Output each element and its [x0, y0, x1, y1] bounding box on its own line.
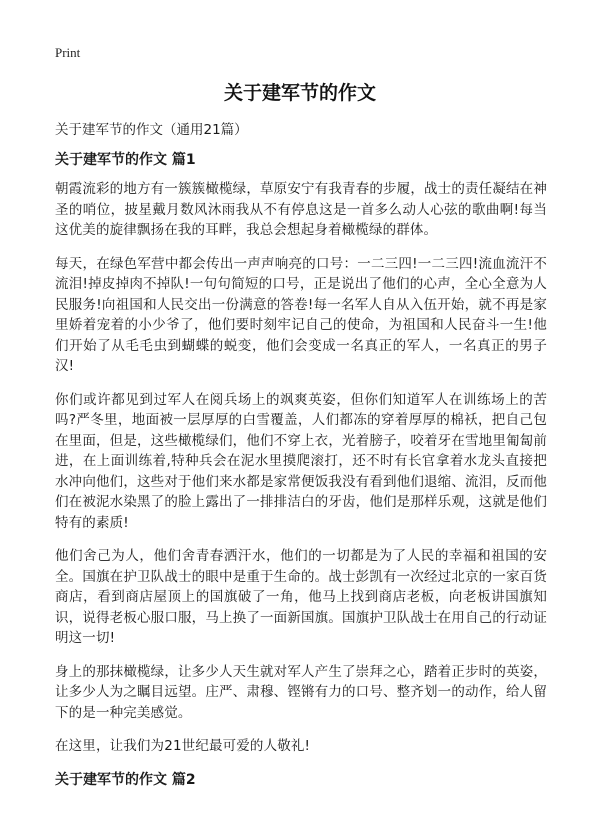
section-heading-2: 关于建军节的作文 篇2	[55, 771, 196, 788]
paragraph: 朝霞流彩的地方有一簇簇橄榄绿，草原安宁有我青春的步履，战士的责任凝结在神圣的哨位，披星戴月数风沐雨我从不有停息这是一首多么动人心弦的歌曲啊!每当这优美的旋律飘扬在我的耳畔，我总会想起身着橄榄绿的群体。	[55, 181, 547, 238]
print-link[interactable]: Print	[55, 45, 81, 60]
document-body	[55, 120, 547, 799]
paragraph: 在这里，让我们为21世纪最可爱的人敬礼!	[55, 738, 311, 754]
page-title: 关于建军节的作文	[223, 82, 376, 104]
section-heading-1: 关于建军节的作文 篇1	[55, 152, 196, 168]
paragraph: 他们舍己为人，他们舍青春洒汗水，他们的一切都是为了人民的幸福和祖国的安全。国旗在护卫队战士的眼中是重于生命的。战士彭凯有一次经过北京的一家百货商店，看到商店屋顶上的国旗破了一角，他马上找到商店老板，向老板讲国旗知识，说得老板心服口服，马上换了一面新国旗。国旗护卫队战士在用自己的行动证明这一切!	[55, 548, 547, 646]
document-subtitle: 关于建军节的作文（通用21篇）	[55, 122, 248, 138]
paragraph: 身上的那抹橄榄绿，让多少人天生就对军人产生了崇拜之心，踏着正步时的英姿，让多少人为之瞩目远望。庄严、肃穆、铿锵有力的口号、整齐划一的动作，给人留下的是一种完美感觉。	[55, 663, 547, 721]
paragraph: 你们或许都见到过军人在阅兵场上的飒爽英姿，但你们知道军人在训练场上的苦吗?严冬里，地面被一层厚厚的白雪覆盖，人们都冻的穿着厚厚的棉袄，把自己包在里面，但是，这些橄榄绿们，他们不穿上衣，光着膀子，咬着牙在雪地里匍匐前进，在上面训练着,特种兵会在泥水里摸爬滚打，还不时有长官拿着水龙头直接把水冲向他们，这些对于他们来水都是家常便饭我没有看到他们退缩、流泪，反而他们在被泥水染黑了的脸上露出了一排排洁白的牙齿，他们是那样乐观，这就是他们特有的素质!	[55, 391, 547, 531]
paragraph: 每天，在绿色军营中都会传出一声声响亮的口号：一二三四!一二三四!流血流汗不流泪!掉皮掉肉不掉队!一句句简短的口号，正是说出了他们的心声，全心全意为人民服务!向祖国和人民交出一份满意的答卷!每一名军人自从入伍开始，就不再是家里娇着宠着的小少爷了，他们要时刻牢记自己的使命，为祖国和人民奋斗一生!他们开始了从毛毛虫到蝴蝶的蜕变，他们会变成一名真正的军人，一名真正的男子汉!	[55, 255, 547, 374]
